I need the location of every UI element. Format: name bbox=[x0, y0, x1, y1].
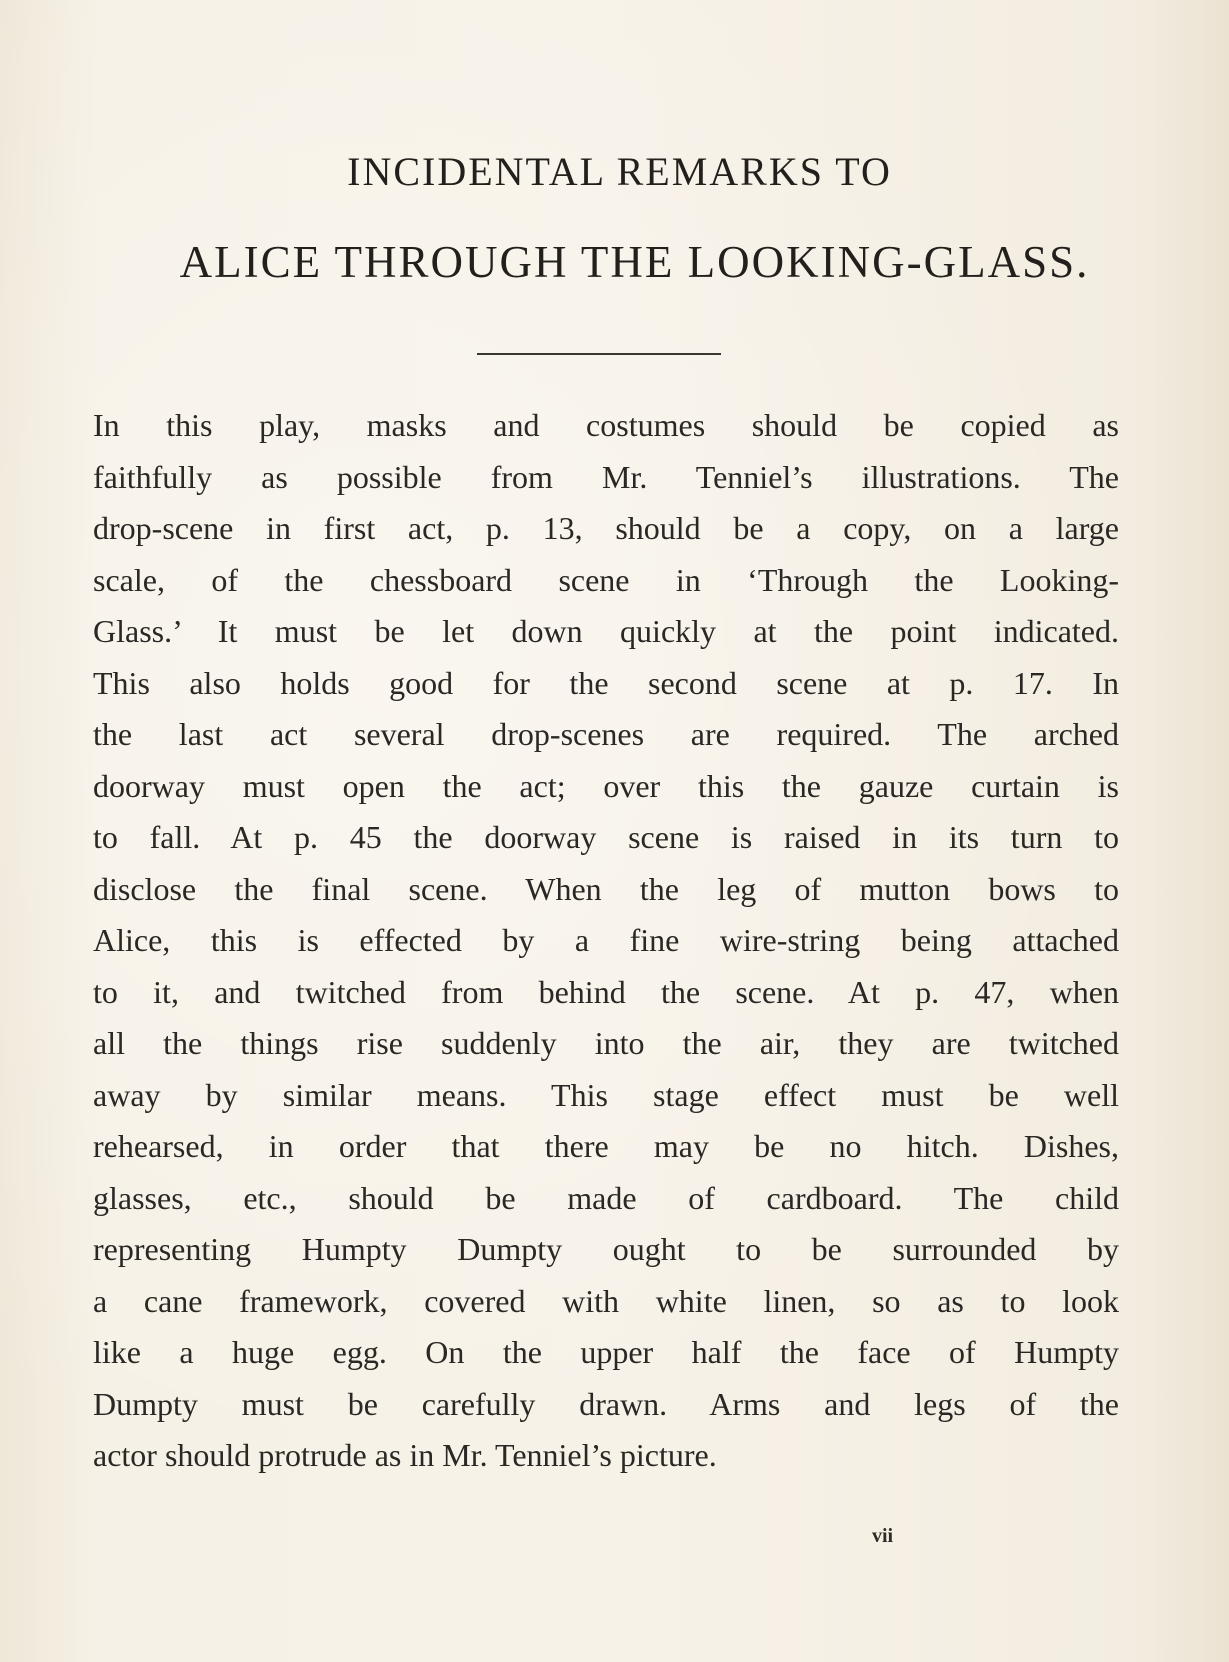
text-line: to fall. At p. 45 the doorway scene is raised in its turn to bbox=[93, 819, 1119, 855]
text-line: like a huge egg. On the upper half the face of Humpty bbox=[93, 1334, 1119, 1370]
text-line: all the things rise suddenly into the air, they are twitched bbox=[93, 1025, 1119, 1061]
heading-line-1: INCIDENTAL REMARKS TO bbox=[347, 149, 892, 194]
text-line: This also holds good for the second scene at p. 17. In bbox=[93, 664, 1119, 701]
text-line: doorway must open the act; over this the gauze curtain is bbox=[93, 767, 1119, 804]
heading-rule bbox=[477, 353, 721, 355]
text-line: to it, and twitched from behind the scene. At p. 47, when bbox=[93, 973, 1119, 1010]
text-line: Glass.’ It must be let down quickly at the point indicated. bbox=[93, 613, 1119, 649]
text-line: representing Humpty Dumpty ought to be surrounded by bbox=[93, 1231, 1119, 1267]
text-line: Dumpty must be carefully drawn. Arms and legs of the bbox=[93, 1385, 1119, 1422]
text-line: scale, of the chessboard scene in ‘Through the Looking- bbox=[93, 561, 1119, 598]
text-line: actor should protrude as in Mr. Tenniel’s picture. bbox=[93, 1437, 717, 1473]
text-line: In this play, masks and costumes should be copied as bbox=[93, 407, 1119, 443]
text-line: glasses, etc., should be made of cardboard. The child bbox=[93, 1179, 1119, 1216]
heading-line-2: ALICE THROUGH THE LOOKING-GLASS. bbox=[179, 237, 1090, 287]
text-line: away by similar means. This stage effect must be well bbox=[93, 1076, 1119, 1113]
text-line: disclose the final scene. When the leg of mutton bows to bbox=[93, 870, 1119, 907]
text-line: faithfully as possible from Mr. Tenniel’s illustrations. The bbox=[93, 458, 1119, 495]
body-paragraph bbox=[93, 400, 1119, 1482]
text-line: a cane framework, covered with white linen, so as to look bbox=[93, 1282, 1119, 1319]
text-line: Alice, this is effected by a fine wire-string being attached bbox=[93, 922, 1119, 958]
page-number: vii bbox=[872, 1525, 894, 1547]
text-line: drop-scene in first act, p. 13, should be a copy, on a large bbox=[93, 510, 1119, 546]
text-line: rehearsed, in order that there may be no hitch. Dishes, bbox=[93, 1128, 1119, 1164]
text-line: the last act several drop-scenes are required. The arched bbox=[93, 716, 1119, 752]
